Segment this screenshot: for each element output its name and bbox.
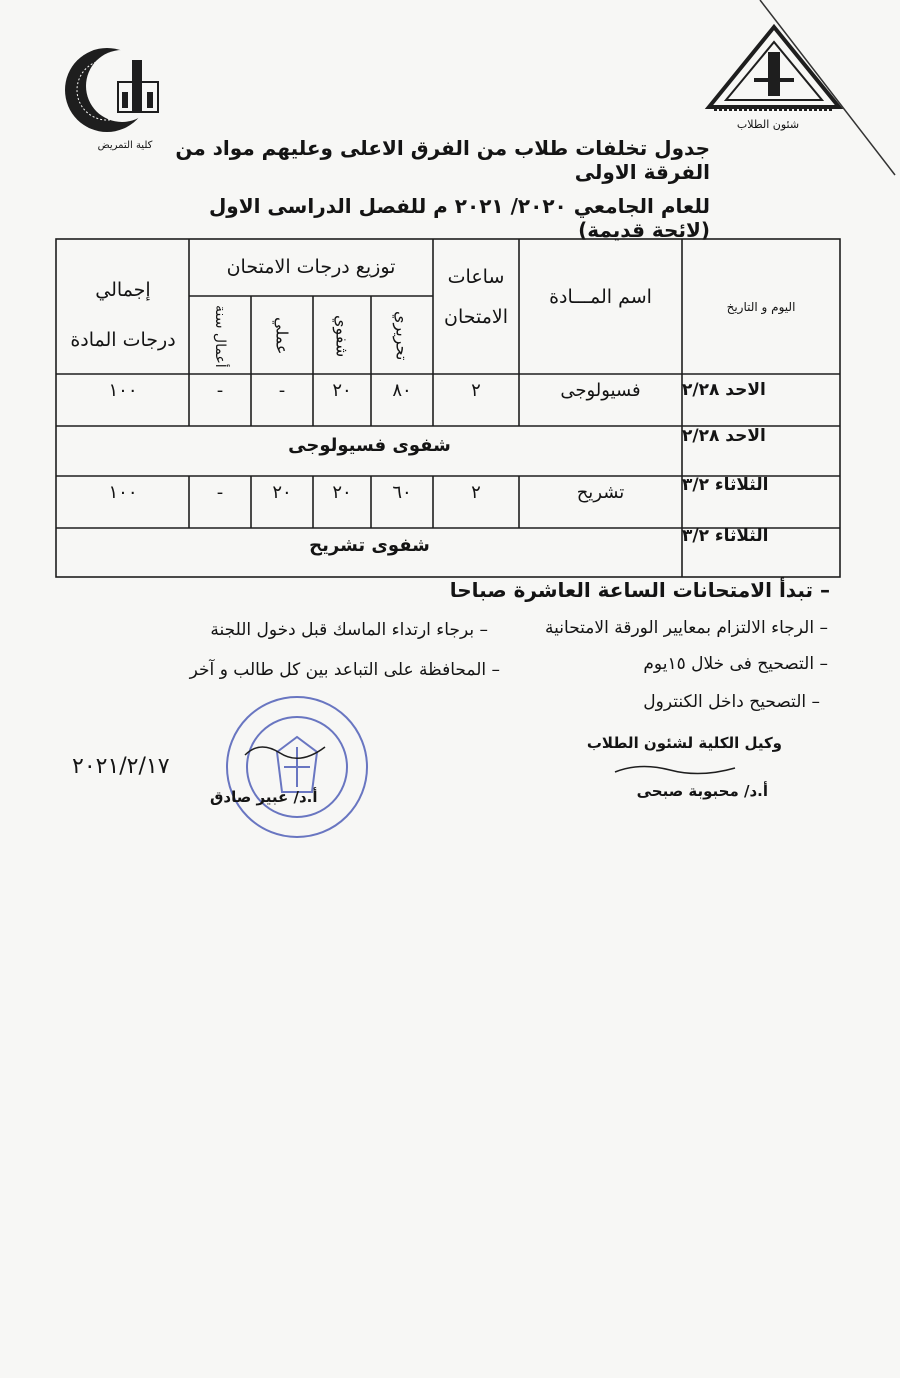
- dean-name: أ.د/ عبير صادق: [210, 788, 318, 806]
- header-total-line1: إجمالي: [95, 279, 151, 301]
- header-hours-line1: ساعات: [447, 266, 505, 288]
- note-mask: – برجاء ارتداء الماسك قبل دخول اللجنة: [210, 620, 488, 640]
- row1-hours: ٢: [471, 379, 481, 401]
- row1-subject: فسيولوجى: [560, 379, 641, 401]
- row3-practical: ٢٠: [272, 481, 292, 503]
- header-distribution: توزيع درجات الامتحان: [226, 256, 396, 278]
- page-subtitle: للعام الجامعي ٢٠٢٠/ ٢٠٢١ م للفصل الدراسى الاول (لائحة قديمة): [208, 194, 710, 242]
- row1-practical: -: [278, 379, 286, 401]
- row4-date: الثلاثاء ٣/٢: [682, 526, 769, 546]
- right-logo-caption: شئون الطلاب: [736, 118, 800, 131]
- row1-total: ١٠٠: [108, 379, 138, 401]
- row1-year-work: -: [216, 379, 224, 401]
- vice-dean-title: وكيل الكلية لشئون الطلاب: [586, 734, 782, 752]
- university-logo: [704, 22, 844, 112]
- official-stamp: [222, 692, 372, 842]
- note-control-grading: – التصحيح داخل الكنترول: [643, 692, 820, 712]
- note-distancing: – المحافظة على التباعد بين كل طالب و آخر: [189, 660, 500, 680]
- header-day-date: اليوم و التاريخ: [726, 299, 796, 314]
- note-start-time: – تبدأ الامتحانات الساعة العاشرة صباحا: [449, 578, 830, 602]
- page-title: جدول تخلفات طلاب من الفرق الاعلى وعليهم مواد من الفرقة الاولى: [175, 136, 710, 184]
- row2-merged: شفوى فسيولوجى: [288, 434, 451, 456]
- header-written: تحريري: [392, 311, 412, 361]
- vice-dean-signature: [610, 758, 740, 780]
- row1-oral: ٢٠: [332, 379, 352, 401]
- header-oral: شفوي: [332, 314, 352, 358]
- row3-date: الثلاثاء ٣/٢: [682, 475, 769, 495]
- header-practical: عملي: [272, 317, 292, 355]
- row3-total: ١٠٠: [108, 481, 138, 503]
- header-total-line2: درجات المادة: [70, 329, 176, 351]
- row1-written: ٨٠: [392, 379, 412, 401]
- row3-written: ٦٠: [392, 481, 412, 503]
- header-hours-line2: الامتحان: [443, 306, 509, 328]
- document-date: ٢٠٢١/٢/١٧: [72, 754, 170, 779]
- note-paper-standards: – الرجاء الالتزام بمعايير الورقة الامتحانية: [545, 618, 828, 638]
- header-year-work: أعمال سنة: [212, 304, 228, 368]
- dean-signature: [240, 735, 330, 765]
- row3-subject: تشريح: [576, 481, 625, 503]
- nursing-faculty-logo: [62, 40, 172, 140]
- row3-year-work: -: [216, 481, 224, 503]
- note-grading-period: – التصحيح فى خلال ١٥يوم: [643, 654, 828, 674]
- row4-merged: شفوى تشريح: [309, 534, 430, 556]
- row1-date: الاحد ٢/٢٨: [682, 380, 766, 400]
- row3-oral: ٢٠: [332, 481, 352, 503]
- header-subject: اسم المـــادة: [549, 285, 652, 308]
- left-logo-caption: كلية التمريض: [97, 140, 153, 151]
- vice-dean-name: أ.د/ محبوبة صبحى: [636, 782, 768, 800]
- row3-hours: ٢: [471, 481, 481, 503]
- row2-date: الاحد ٢/٢٨: [682, 426, 766, 446]
